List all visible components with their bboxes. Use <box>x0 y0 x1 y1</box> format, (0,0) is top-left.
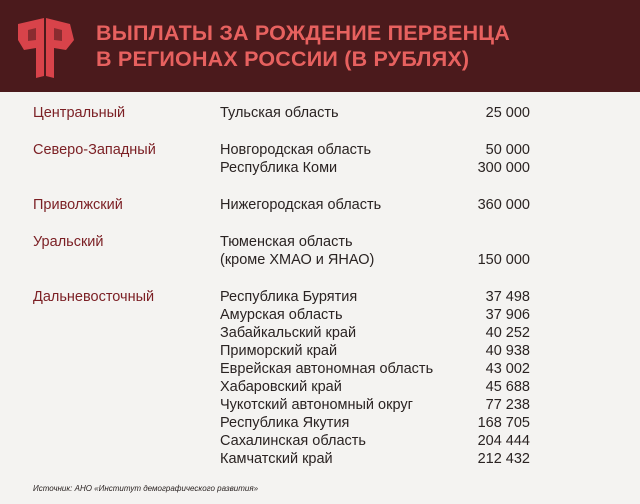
region-cell: Хабаровский край <box>220 379 342 395</box>
amount-cell: 77 238 <box>485 397 530 413</box>
table-row <box>0 360 640 378</box>
region-cell: Республика Бурятия <box>220 289 358 305</box>
table-row <box>0 306 640 324</box>
table-row <box>0 378 640 396</box>
amount-cell: 40 252 <box>485 325 530 341</box>
amount-cell: 25 000 <box>485 105 530 121</box>
amount-cell: 40 938 <box>485 343 530 359</box>
amount-cell: 168 705 <box>477 415 530 431</box>
district-cell: Центральный <box>33 105 126 121</box>
region-cell: Забайкальский край <box>220 325 357 341</box>
district-cell: Уральский <box>33 234 104 250</box>
table-row <box>0 104 640 122</box>
region-cell: Новгородская область <box>220 142 372 158</box>
district-cell: Северо-Западный <box>33 142 156 158</box>
page-title <box>96 20 626 72</box>
amount-cell: 150 000 <box>477 252 530 268</box>
amount-cell: 360 000 <box>477 197 530 213</box>
source-note: Источник: АНО «Институт демографического развития» <box>33 484 259 493</box>
region-cell: Еврейская автономная область <box>220 361 434 377</box>
table-row <box>0 432 640 450</box>
amount-cell: 37 498 <box>485 289 530 305</box>
table-row <box>0 233 640 251</box>
amount-cell: 37 906 <box>485 307 530 323</box>
amount-cell: 43 002 <box>485 361 530 377</box>
region-cell: Нижегородская область <box>220 197 382 213</box>
amount-cell: 50 000 <box>485 142 530 158</box>
amount-cell: 45 688 <box>485 379 530 395</box>
table-row <box>0 251 640 269</box>
title-line-1: ВЫПЛАТЫ ЗА РОЖДЕНИЕ ПЕРВЕНЦА <box>96 21 510 45</box>
header-banner <box>0 0 640 92</box>
region-cell: Республика Якутия <box>220 415 350 431</box>
region-cell: (кроме ХМАО и ЯНАО) <box>220 252 375 268</box>
table-row <box>0 196 640 214</box>
table-row <box>0 324 640 342</box>
table-row <box>0 414 640 432</box>
table-row <box>0 450 640 468</box>
region-cell: Чукотский автономный округ <box>220 397 413 413</box>
amount-cell: 212 432 <box>477 451 530 467</box>
ф-logo-icon <box>14 14 76 80</box>
district-cell: Дальневосточный <box>33 289 155 305</box>
region-cell: Сахалинская область <box>220 433 366 449</box>
region-cell: Камчатский край <box>220 451 333 467</box>
table-row <box>0 159 640 177</box>
table-row <box>0 342 640 360</box>
region-cell: Тюменская область <box>220 234 353 250</box>
region-cell: Амурская область <box>220 307 343 323</box>
district-cell: Приволжский <box>33 197 123 213</box>
region-cell: Приморский край <box>220 343 338 359</box>
amount-cell: 204 444 <box>477 433 530 449</box>
table-row <box>0 288 640 306</box>
amount-cell: 300 000 <box>477 160 530 176</box>
region-cell: Республика Коми <box>220 160 338 176</box>
title-line-2: В РЕГИОНАХ РОССИИ (В РУБЛЯХ) <box>96 47 470 71</box>
table-row <box>0 396 640 414</box>
region-cell: Тульская область <box>220 105 339 121</box>
table-row <box>0 141 640 159</box>
